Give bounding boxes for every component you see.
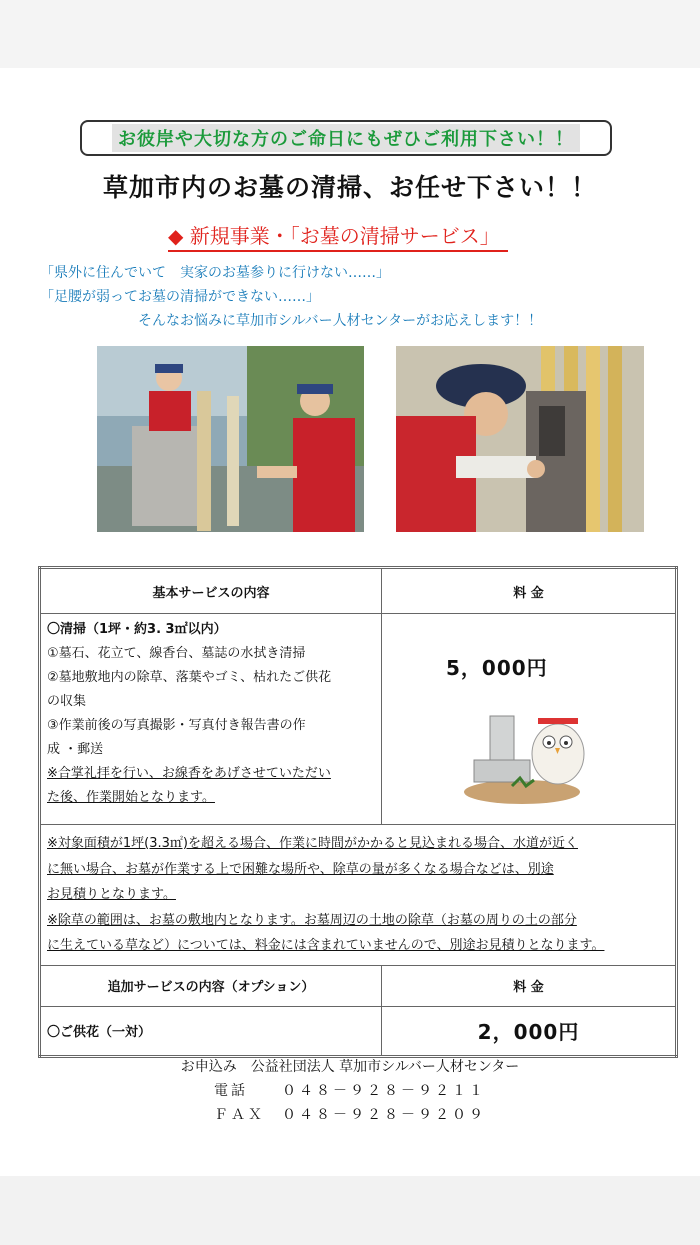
quote-3: そんなお悩みに草加市シルバー人材センターがお応えします！！ bbox=[138, 313, 543, 329]
header-service: 基本サービスの内容 bbox=[40, 568, 382, 614]
price-basic: 5，000円 bbox=[446, 656, 548, 680]
subhead-text: 新規事業・「お墓の清掃サービス」 bbox=[189, 224, 500, 248]
item-2: ②墓地敷地内の除草、落葉やゴミ、枯れたご供花 bbox=[47, 670, 332, 685]
item-3: ③作業前後の写真撮影・写真付き報告書の作 bbox=[47, 718, 306, 733]
note-line-2: に無い場合、お墓が作業する上で困難な場所や、除草の量が多くなる場合などは、別途 bbox=[47, 861, 554, 877]
note-line-4: ※除草の範囲は、お墓の敷地内となります。お墓周辺の土地の除草（お墓の周りの土の部分 bbox=[47, 912, 577, 928]
quote-2: 「足腰が弱ってお墓の清掃ができない……」 bbox=[40, 289, 320, 305]
item-2-cont: の収集 bbox=[47, 694, 87, 709]
option-price-header: 料 金 bbox=[382, 965, 677, 1006]
option-price: 2，000円 bbox=[477, 1020, 580, 1044]
flyer-page bbox=[0, 68, 700, 1176]
quote-1: 「県外に住んでいて 実家のお墓参りに行けない……」 bbox=[40, 265, 390, 281]
note-line-3: お見積りとなります。 bbox=[47, 887, 176, 902]
photo-workers-cleaning bbox=[97, 346, 364, 532]
photo-worker-wiping bbox=[396, 346, 644, 532]
header-price: 料 金 bbox=[382, 568, 677, 614]
item-note-2: た後、作業開始となります。 bbox=[47, 790, 215, 805]
option-header: 追加サービスの内容（オプション） bbox=[40, 965, 382, 1006]
option-item: 〇ご供花（一対） bbox=[40, 1006, 382, 1056]
basic-service-cell bbox=[40, 614, 382, 825]
top-band bbox=[0, 0, 700, 68]
footer-tel: 電話 ０４８－９２８－９２１１ bbox=[214, 1083, 486, 1099]
service-table bbox=[38, 566, 678, 1058]
footer-apply: お申込み 公益社団法人 草加市シルバー人材センター bbox=[180, 1059, 520, 1075]
item-1: ①墓石、花立て、線香台、墓誌の水拭き清掃 bbox=[47, 646, 306, 661]
banner-text: お彼岸や大切な方のご命日にもぜひご利用下さい！！ bbox=[112, 124, 580, 152]
banner bbox=[80, 120, 612, 156]
bottom-band bbox=[0, 1176, 700, 1245]
subhead bbox=[168, 220, 508, 252]
headline: 草加市内のお墓の清掃、お任せ下さい！！ bbox=[102, 173, 597, 202]
note-line-5: に生えている草など）については、料金には含まれていませんので、別途お見積りとなります。 bbox=[47, 938, 605, 953]
cleaning-title: 〇清掃（1坪・約3. 3㎡以内） bbox=[47, 622, 227, 637]
footer-fax: ＦＡＸ ０４８－９２８－９２０９ bbox=[214, 1107, 486, 1123]
note-line-1: ※対象面積が1坪(3.3㎡)を超える場合、作業に時間がかかると見込まれる場合、水道が近く bbox=[47, 836, 578, 851]
basic-price-cell bbox=[382, 614, 677, 825]
item-note-1: ※合掌礼拝を行い、お線香をあげさせていただい bbox=[47, 766, 331, 781]
diamond-icon: ◆ bbox=[168, 224, 184, 248]
notes-cell bbox=[40, 825, 677, 966]
mascot-illustration bbox=[462, 706, 592, 810]
item-3-cont: 成 ・郵送 bbox=[47, 742, 104, 757]
option-price-cell bbox=[382, 1006, 677, 1056]
